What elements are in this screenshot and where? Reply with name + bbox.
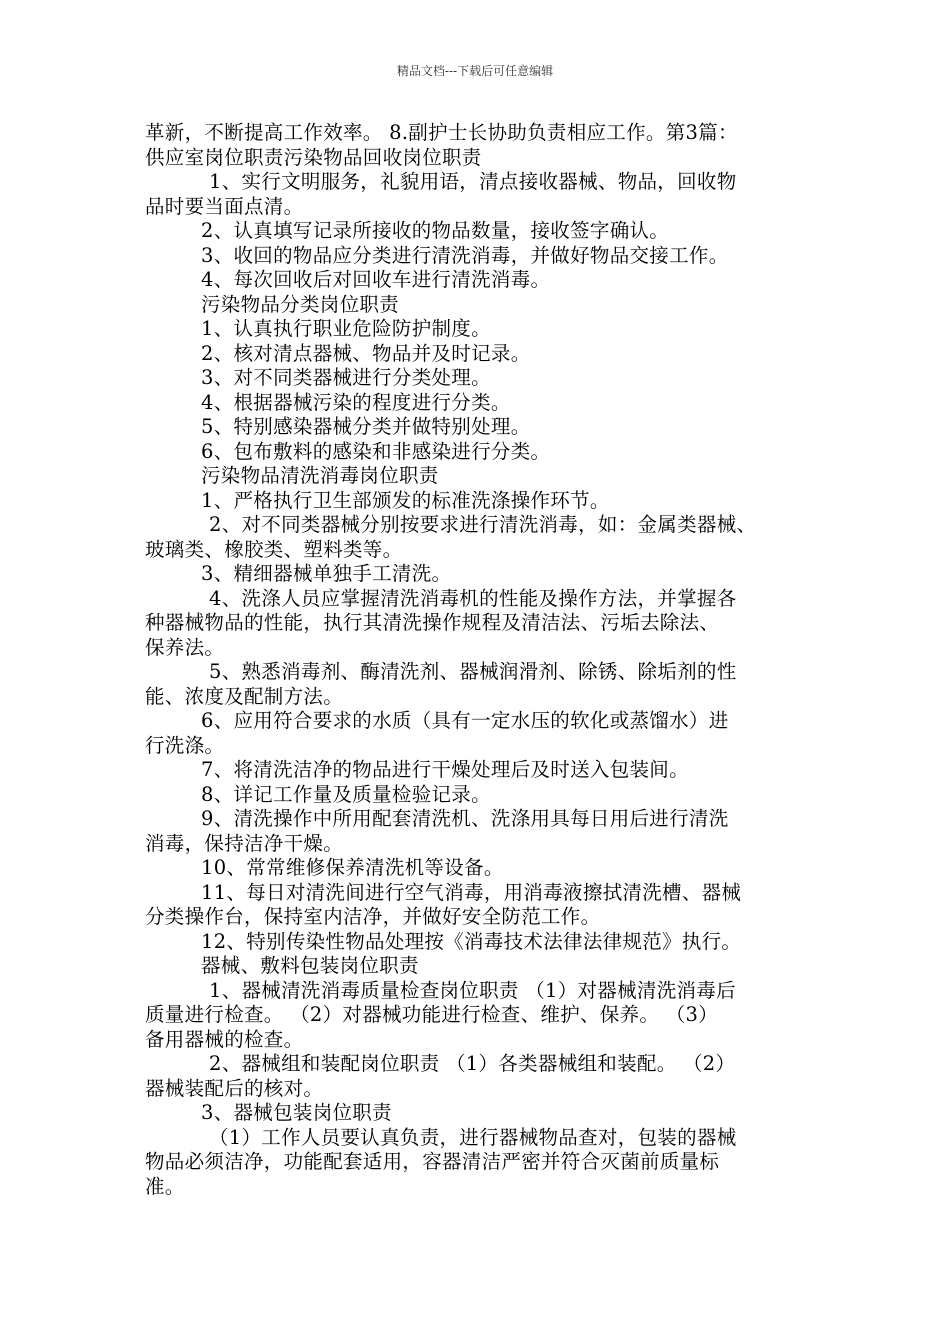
text-line: 品时要当面点清。 bbox=[145, 194, 304, 218]
text-line: 11、每日对清洗间进行空气消毒，用消毒液擦拭清洗槽、器械 bbox=[201, 880, 742, 904]
text-line: 分类操作台，保持室内洁净，并做好安全防范工作。 bbox=[145, 905, 601, 928]
text-line: 3、器械包装岗位职责 bbox=[201, 1101, 392, 1124]
text-line: 1、认真执行职业危险防护制度。 bbox=[201, 317, 491, 340]
text-line: （1）工作人员要认真负责，进行器械物品查对，包装的器械 bbox=[209, 1125, 737, 1149]
text-line: 物品必须洁净，功能配套适用，容器清洁严密并符合灭菌前质量标 bbox=[145, 1150, 720, 1173]
text-line: 8、详记工作量及质量检验记录。 bbox=[201, 782, 491, 806]
text-line: 9、清洗操作中所用配套清洗机、洗涤用具每日用后进行清洗 bbox=[201, 807, 729, 830]
text-line: 3、收回的物品应分类进行清洗消毒，并做好物品交接工作。 bbox=[201, 243, 729, 267]
text-line: 2、器械组和装配岗位职责 （1）各类器械组和装配。 （2） bbox=[209, 1052, 736, 1075]
text-line: 1、实行文明服务，礼貌用语，清点接收器械、物品，回收物 bbox=[209, 170, 737, 193]
text-line: 保养法。 bbox=[145, 635, 225, 659]
text-line: 3、对不同类器械进行分类处理。 bbox=[201, 366, 491, 389]
text-line: 4、洗涤人员应掌握清洗消毒机的性能及操作方法，并掌握各 bbox=[209, 586, 737, 610]
text-line: 6、包布敷料的感染和非感染进行分类。 bbox=[201, 439, 551, 463]
text-line: 器械装配后的核对。 bbox=[145, 1076, 324, 1100]
text-line: 供应室岗位职责污染物品回收岗位职责 bbox=[145, 145, 482, 169]
text-line: 1、严格执行卫生部颁发的标准洗涤操作环节。 bbox=[201, 488, 610, 512]
text-line: 2、认真填写记录所接收的物品数量，接收签字确认。 bbox=[201, 219, 670, 242]
text-line: 2、核对清点器械、物品并及时记录。 bbox=[201, 341, 531, 365]
text-line: 行洗涤。 bbox=[145, 733, 225, 757]
text-line: 6、应用符合要求的水质（具有一定水压的软化或蒸馏水）进 bbox=[201, 709, 729, 732]
text-line: 革新，不断提高工作效率。 8.副护士长协助负责相应工作。第3篇： bbox=[145, 121, 738, 144]
text-line: 5、熟悉消毒剂、酶清洗剂、器械润滑剂、除锈、除垢剂的性 bbox=[209, 660, 737, 683]
text-line: 2、对不同类器械分别按要求进行清洗消毒，如：金属类器械、 bbox=[209, 513, 757, 536]
text-line: 种器械物品的性能，执行其清洗操作规程及清洁法、污垢去除法、 bbox=[145, 611, 720, 634]
text-line: 7、将清洗洁净的物品进行干燥处理后及时送入包装间。 bbox=[201, 758, 689, 781]
text-line: 器械、敷料包装岗位职责 bbox=[201, 954, 419, 977]
text-line: 12、特别传染性物品处理按《消毒技术法律法律规范》执行。 bbox=[201, 929, 742, 953]
text-line: 10、常常维修保养清洗机等设备。 bbox=[201, 856, 504, 879]
text-line: 备用器械的检查。 bbox=[145, 1027, 304, 1051]
text-line: 准。 bbox=[145, 1174, 185, 1198]
text-line: 4、每次回收后对回收车进行清洗消毒。 bbox=[201, 268, 551, 291]
text-line: 玻璃类、橡胶类、塑料类等。 bbox=[145, 537, 403, 561]
text-line: 污染物品分类岗位职责 bbox=[201, 292, 400, 316]
text-line: 4、根据器械污染的程度进行分类。 bbox=[201, 390, 511, 414]
page-header: 精品文档---下载后可任意编辑 bbox=[396, 64, 554, 78]
text-line: 污染物品清洗消毒岗位职责 bbox=[201, 464, 439, 487]
text-line: 能、浓度及配制方法。 bbox=[145, 684, 344, 708]
text-line: 质量进行检查。 （2）对器械功能进行检查、维护、保养。 （3） bbox=[145, 1003, 719, 1026]
text-line: 5、特别感染器械分类并做特别处理。 bbox=[201, 415, 531, 438]
document-body bbox=[145, 121, 825, 1199]
text-line: 消毒，保持洁净干燥。 bbox=[145, 831, 344, 855]
text-line: 1、器械清洗消毒质量检查岗位职责 （1）对器械清洗消毒后 bbox=[209, 978, 736, 1002]
text-line: 3、精细器械单独手工清洗。 bbox=[201, 562, 452, 585]
